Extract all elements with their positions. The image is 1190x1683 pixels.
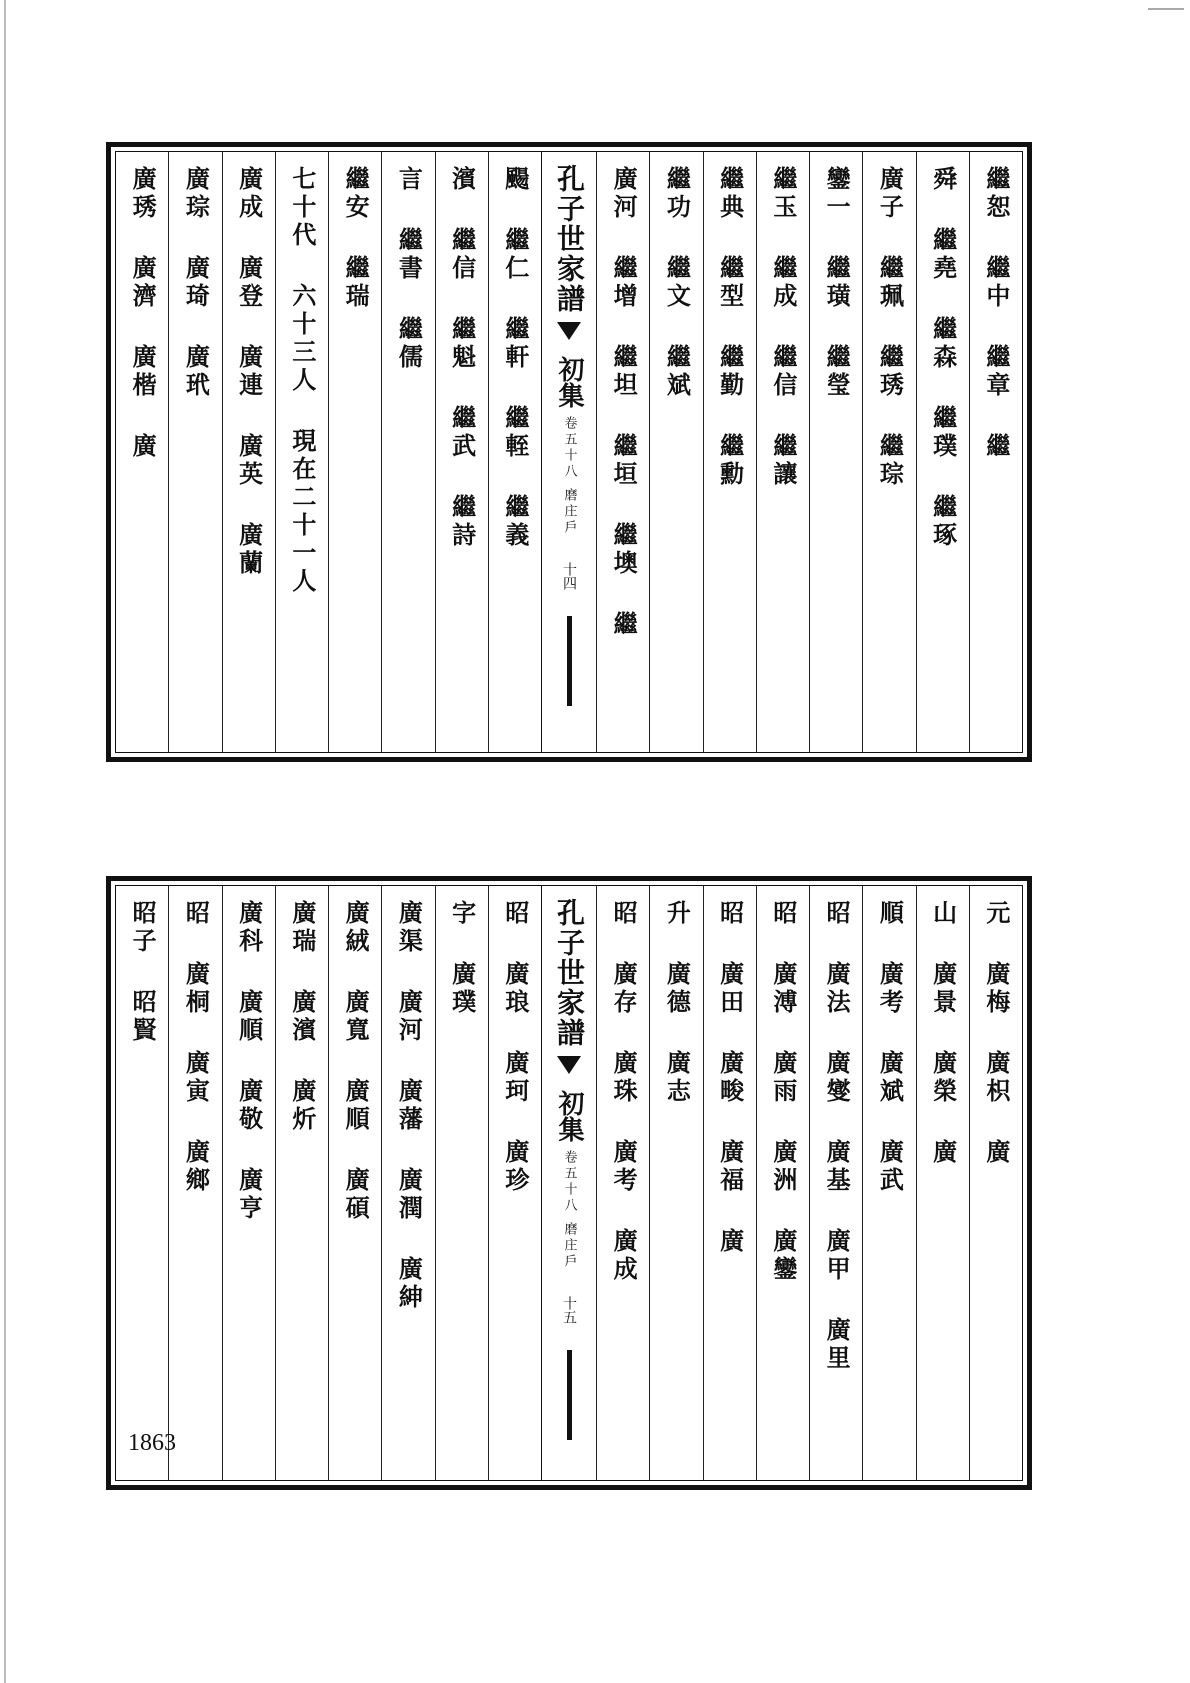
volume-label: 卷五十八: [561, 416, 577, 480]
column-text: 言 繼書 繼儒: [394, 166, 424, 372]
column-text: 繼功 繼文 繼斌: [662, 166, 692, 400]
book-title: 孔子世家譜: [553, 164, 586, 314]
center-title-strip: [541, 886, 596, 1480]
leaf-number: 十五: [561, 1296, 577, 1324]
column-text: 廣子 繼珮 繼琇 繼琮: [875, 166, 905, 489]
column: [969, 886, 1022, 1480]
column: [168, 886, 221, 1480]
column: [596, 886, 649, 1480]
column: [649, 152, 702, 752]
genealogy-panel-2: [106, 876, 1032, 1490]
branch-label: 磨庄戶: [561, 488, 577, 536]
column: [703, 152, 756, 752]
column: [703, 886, 756, 1480]
column-text: 廣琇 廣濟 廣楷 廣: [128, 166, 158, 461]
column: [275, 152, 328, 752]
column-text: 廣琮 廣琦 廣玳: [181, 166, 211, 400]
column: [328, 886, 381, 1480]
left-scan-edge: [4, 0, 6, 1683]
page-number: 1863: [128, 1430, 176, 1456]
column-text: 升 廣德 廣志: [662, 900, 692, 1106]
column-text: 廣絨 廣寬 廣順 廣碩: [341, 900, 371, 1223]
column: [488, 152, 541, 752]
column: [168, 152, 221, 752]
genealogy-panel-1: [106, 142, 1032, 762]
column-text: 昭子 昭賢: [128, 900, 158, 1045]
book-title: 孔子世家譜: [553, 898, 586, 1048]
volume-label: 卷五十八: [561, 1150, 577, 1214]
column: [222, 152, 275, 752]
book-subtitle: 初集: [554, 1090, 584, 1142]
column-text: 舜 繼堯 繼森 繼璞 繼琢: [928, 166, 958, 550]
column: [435, 152, 488, 752]
leaf-number: 十四: [561, 562, 577, 590]
column-text: 濱 繼信 繼魁 繼武 繼詩: [447, 166, 477, 550]
center-bar: [567, 616, 572, 706]
column-text: 廣科 廣順 廣敬 廣亨: [234, 900, 264, 1223]
column-text: 七十代 六十三人 現在二十一人: [287, 166, 317, 596]
branch-label: 磨庄戶: [561, 1222, 577, 1270]
column-text: 鑾一 繼璜 繼瑩: [822, 166, 852, 400]
column: [809, 152, 862, 752]
column: [809, 886, 862, 1480]
column: [328, 152, 381, 752]
column-text: 昭 廣存 廣珠 廣考 廣成: [609, 900, 639, 1284]
column: [862, 886, 915, 1480]
column: [435, 886, 488, 1480]
column-text: 繼恕 繼中 繼章 繼: [981, 166, 1011, 461]
column-text: 昭 廣桐 廣寅 廣鄉: [181, 900, 211, 1195]
column: [756, 886, 809, 1480]
column-text: 昭 廣溥 廣雨 廣洲 廣鑾: [768, 900, 798, 1284]
column-text: 廣成 廣登 廣連 廣英 廣蘭: [234, 166, 264, 578]
column: [275, 886, 328, 1480]
column-text: 繼玉 繼成 繼信 繼讓: [768, 166, 798, 489]
column-text: 昭 廣琅 廣珂 廣珍: [500, 900, 530, 1195]
column-text: 廣渠 廣河 廣藩 廣潤 廣紳: [394, 900, 424, 1312]
column-text: 廣河 繼增 繼坦 繼垣 繼墺 繼: [609, 166, 639, 639]
column: [649, 886, 702, 1480]
column-text: 廣瑞 廣濱 廣炘: [287, 900, 317, 1134]
column: [116, 886, 168, 1480]
center-bar: [567, 1350, 572, 1440]
column-text: 順 廣考 廣斌 廣武: [875, 900, 905, 1195]
column: [969, 152, 1022, 752]
column: [756, 152, 809, 752]
column-text: 繼典 繼型 繼勤 繼勳: [715, 166, 745, 489]
column-text: 颺 繼仁 繼軒 繼輊 繼義: [500, 166, 530, 550]
column: [488, 886, 541, 1480]
column-text: 山 廣景 廣榮 廣: [928, 900, 958, 1167]
column: [381, 152, 434, 752]
column-text: 繼安 繼瑞: [341, 166, 371, 311]
column-text: 元 廣梅 廣枳 廣: [981, 900, 1011, 1167]
column: [381, 886, 434, 1480]
book-subtitle: 初集: [554, 356, 584, 408]
fish-tail-mark-icon: [554, 1052, 584, 1082]
column-text: 字 廣璞: [447, 900, 477, 1017]
column: [916, 886, 969, 1480]
scan-mark: [1148, 8, 1184, 10]
column: [916, 152, 969, 752]
column: [862, 152, 915, 752]
fish-tail-mark-icon: [554, 318, 584, 348]
column-text: 昭 廣田 廣畯 廣福 廣: [715, 900, 745, 1256]
column: [596, 152, 649, 752]
column: [116, 152, 168, 752]
column-text: 昭 廣法 廣燮 廣基 廣甲 廣里: [822, 900, 852, 1373]
column: [222, 886, 275, 1480]
center-title-strip: [541, 152, 596, 752]
